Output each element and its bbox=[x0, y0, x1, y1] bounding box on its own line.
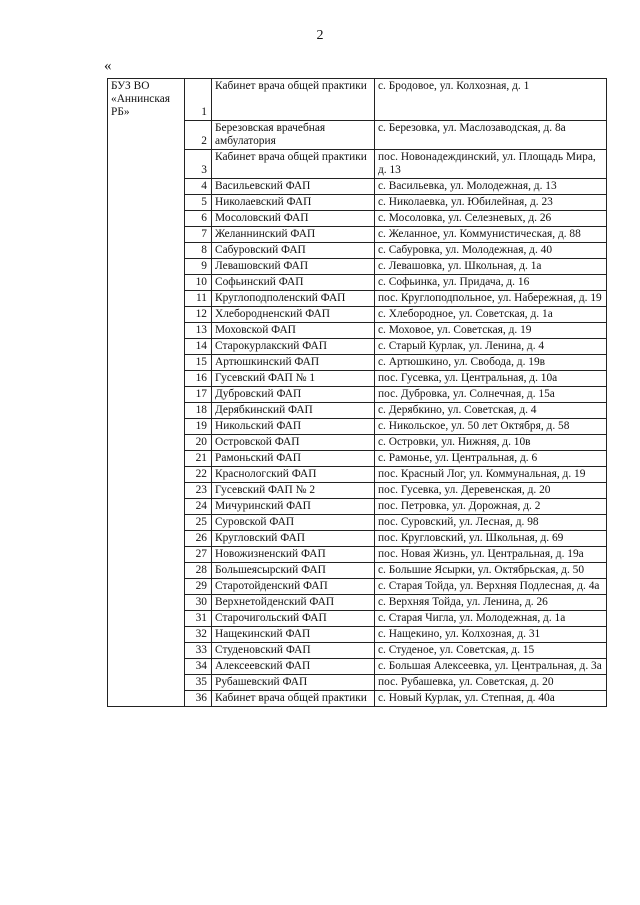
facility-address-cell: пос. Петровка, ул. Дорожная, д. 2 bbox=[375, 498, 607, 514]
row-number-cell: 13 bbox=[185, 322, 212, 338]
row-number-cell: 6 bbox=[185, 210, 212, 226]
facility-name-cell: Краснологский ФАП bbox=[212, 466, 375, 482]
table-row bbox=[108, 626, 607, 642]
table-row bbox=[108, 418, 607, 434]
table-row bbox=[108, 642, 607, 658]
facility-name-cell: Нащекинский ФАП bbox=[212, 626, 375, 642]
facility-name-cell: Левашовский ФАП bbox=[212, 258, 375, 274]
organization-cell-empty bbox=[108, 514, 185, 530]
row-number-cell: 23 bbox=[185, 482, 212, 498]
facility-address-cell: пос. Новонадеждинский, ул. Площадь Мира, д. 13 bbox=[375, 149, 607, 178]
row-number-cell: 27 bbox=[185, 546, 212, 562]
facility-address-cell: с. Николаевка, ул. Юбилейная, д. 23 bbox=[375, 194, 607, 210]
facility-address-cell: с. Березовка, ул. Маслозаводская, д. 8а bbox=[375, 120, 607, 149]
facility-name-cell: Гусевский ФАП № 1 bbox=[212, 370, 375, 386]
facility-address-cell: с. Новый Курлак, ул. Степная, д. 40а bbox=[375, 690, 607, 706]
table-row bbox=[108, 210, 607, 226]
table-row bbox=[108, 338, 607, 354]
table-row bbox=[108, 562, 607, 578]
facility-address-cell: с. Хлебородное, ул. Советская, д. 1а bbox=[375, 306, 607, 322]
row-number-cell: 24 bbox=[185, 498, 212, 514]
facility-name-cell: Софьинский ФАП bbox=[212, 274, 375, 290]
row-number-cell: 34 bbox=[185, 658, 212, 674]
page-number: 2 bbox=[316, 28, 324, 43]
table-row bbox=[108, 482, 607, 498]
facility-address-cell: с. Артюшкино, ул. Свобода, д. 19в bbox=[375, 354, 607, 370]
table-row bbox=[108, 578, 607, 594]
row-number-cell: 33 bbox=[185, 642, 212, 658]
organization-cell-empty bbox=[108, 338, 185, 354]
table-row bbox=[108, 79, 607, 121]
facility-name-cell: Кабинет врача общей практики bbox=[212, 690, 375, 706]
facility-address-cell: пос. Гусевка, ул. Центральная, д. 10а bbox=[375, 370, 607, 386]
row-number-cell: 10 bbox=[185, 274, 212, 290]
facilities-table bbox=[107, 78, 607, 707]
organization-cell-empty bbox=[108, 418, 185, 434]
facility-name-cell: Кабинет врача общей практики bbox=[212, 79, 375, 121]
facility-name-cell: Хлебородненский ФАП bbox=[212, 306, 375, 322]
facility-address-cell: с. Нащекино, ул. Колхозная, д. 31 bbox=[375, 626, 607, 642]
table-row bbox=[108, 546, 607, 562]
table-row bbox=[108, 322, 607, 338]
table-row bbox=[108, 226, 607, 242]
row-number-cell: 3 bbox=[185, 149, 212, 178]
facility-address-cell: с. Старая Чигла, ул. Молодежная, д. 1а bbox=[375, 610, 607, 626]
row-number-cell: 36 bbox=[185, 690, 212, 706]
table-row bbox=[108, 594, 607, 610]
row-number-cell: 29 bbox=[185, 578, 212, 594]
facility-name-cell: Новожизненский ФАП bbox=[212, 546, 375, 562]
row-number-cell: 1 bbox=[185, 79, 212, 121]
row-number-cell: 18 bbox=[185, 402, 212, 418]
table-row bbox=[108, 466, 607, 482]
row-number-cell: 30 bbox=[185, 594, 212, 610]
organization-cell-empty bbox=[108, 120, 185, 149]
table-row bbox=[108, 178, 607, 194]
row-number-cell: 15 bbox=[185, 354, 212, 370]
table-row bbox=[108, 402, 607, 418]
facility-name-cell: Дубровский ФАП bbox=[212, 386, 375, 402]
facility-name-cell: Островской ФАП bbox=[212, 434, 375, 450]
organization-cell-empty bbox=[108, 226, 185, 242]
table-row bbox=[108, 674, 607, 690]
facility-name-cell: Верхнетойденский ФАП bbox=[212, 594, 375, 610]
facility-address-cell: с. Большая Алексеевка, ул. Центральная, д. 3а bbox=[375, 658, 607, 674]
facility-address-cell: пос. Новая Жизнь, ул. Центральная, д. 19а bbox=[375, 546, 607, 562]
organization-cell-empty bbox=[108, 370, 185, 386]
facility-address-cell: с. Мосоловка, ул. Селезневых, д. 26 bbox=[375, 210, 607, 226]
organization-cell-empty bbox=[108, 674, 185, 690]
facility-address-cell: с. Бродовое, ул. Колхозная, д. 1 bbox=[375, 79, 607, 121]
organization-cell-empty bbox=[108, 450, 185, 466]
facilities-table-body bbox=[108, 79, 607, 707]
table-row bbox=[108, 290, 607, 306]
organization-cell-empty bbox=[108, 626, 185, 642]
facility-address-cell: с. Большие Ясырки, ул. Октябрьская, д. 50 bbox=[375, 562, 607, 578]
row-number-cell: 21 bbox=[185, 450, 212, 466]
facility-address-cell: пос. Круглоподпольное, ул. Набережная, д. 19 bbox=[375, 290, 607, 306]
table-row bbox=[108, 434, 607, 450]
facility-name-cell: Старотойденский ФАП bbox=[212, 578, 375, 594]
organization-cell: БУЗ ВО «Аннинская РБ» bbox=[108, 79, 185, 121]
facility-name-cell: Рамоньский ФАП bbox=[212, 450, 375, 466]
table-row bbox=[108, 658, 607, 674]
organization-cell-empty bbox=[108, 434, 185, 450]
facility-address-cell: с. Левашовка, ул. Школьная, д. 1а bbox=[375, 258, 607, 274]
table-row bbox=[108, 149, 607, 178]
organization-cell-empty bbox=[108, 306, 185, 322]
table-row bbox=[108, 120, 607, 149]
table-row bbox=[108, 370, 607, 386]
organization-cell-empty bbox=[108, 642, 185, 658]
facility-name-cell: Гусевский ФАП № 2 bbox=[212, 482, 375, 498]
facility-name-cell: Васильевский ФАП bbox=[212, 178, 375, 194]
organization-cell-empty bbox=[108, 178, 185, 194]
facility-name-cell: Николаевский ФАП bbox=[212, 194, 375, 210]
organization-cell-empty bbox=[108, 546, 185, 562]
organization-cell-empty bbox=[108, 386, 185, 402]
facility-address-cell: с. Сабуровка, ул. Молодежная, д. 40 bbox=[375, 242, 607, 258]
organization-cell-empty bbox=[108, 210, 185, 226]
table-row bbox=[108, 274, 607, 290]
organization-cell-empty bbox=[108, 242, 185, 258]
facility-address-cell: с. Желанное, ул. Коммунистическая, д. 88 bbox=[375, 226, 607, 242]
row-number-cell: 35 bbox=[185, 674, 212, 690]
row-number-cell: 4 bbox=[185, 178, 212, 194]
organization-cell-empty bbox=[108, 690, 185, 706]
row-number-cell: 11 bbox=[185, 290, 212, 306]
table-row bbox=[108, 386, 607, 402]
facility-address-cell: с. Моховое, ул. Советская, д. 19 bbox=[375, 322, 607, 338]
facility-address-cell: с. Дерябкино, ул. Советская, д. 4 bbox=[375, 402, 607, 418]
facility-name-cell: Алексеевский ФАП bbox=[212, 658, 375, 674]
facility-address-cell: пос. Рубашевка, ул. Советская, д. 20 bbox=[375, 674, 607, 690]
facility-address-cell: пос. Кругловский, ул. Школьная, д. 69 bbox=[375, 530, 607, 546]
organization-cell-empty bbox=[108, 482, 185, 498]
table-row bbox=[108, 450, 607, 466]
facility-address-cell: с. Софьинка, ул. Придача, д. 16 bbox=[375, 274, 607, 290]
facility-name-cell: Артюшкинский ФАП bbox=[212, 354, 375, 370]
facility-name-cell: Суровской ФАП bbox=[212, 514, 375, 530]
row-number-cell: 26 bbox=[185, 530, 212, 546]
table-row bbox=[108, 242, 607, 258]
facility-address-cell: пос. Гусевка, ул. Деревенская, д. 20 bbox=[375, 482, 607, 498]
row-number-cell: 20 bbox=[185, 434, 212, 450]
row-number-cell: 14 bbox=[185, 338, 212, 354]
organization-cell-empty bbox=[108, 274, 185, 290]
organization-cell-empty bbox=[108, 322, 185, 338]
facility-name-cell: Большеясырский ФАП bbox=[212, 562, 375, 578]
row-number-cell: 7 bbox=[185, 226, 212, 242]
organization-cell-empty bbox=[108, 466, 185, 482]
row-number-cell: 16 bbox=[185, 370, 212, 386]
row-number-cell: 22 bbox=[185, 466, 212, 482]
organization-cell-empty bbox=[108, 290, 185, 306]
table-row bbox=[108, 690, 607, 706]
row-number-cell: 5 bbox=[185, 194, 212, 210]
facility-address-cell: с. Старый Курлак, ул. Ленина, д. 4 bbox=[375, 338, 607, 354]
facility-address-cell: с. Верхняя Тойда, ул. Ленина, д. 26 bbox=[375, 594, 607, 610]
table-row bbox=[108, 530, 607, 546]
row-number-cell: 25 bbox=[185, 514, 212, 530]
organization-cell-empty bbox=[108, 498, 185, 514]
row-number-cell: 19 bbox=[185, 418, 212, 434]
row-number-cell: 28 bbox=[185, 562, 212, 578]
table-row bbox=[108, 258, 607, 274]
organization-cell-empty bbox=[108, 594, 185, 610]
table-row bbox=[108, 610, 607, 626]
facility-name-cell: Желаннинский ФАП bbox=[212, 226, 375, 242]
table-row bbox=[108, 514, 607, 530]
organization-cell-empty bbox=[108, 402, 185, 418]
organization-cell-empty bbox=[108, 194, 185, 210]
facility-address-cell: пос. Дубровка, ул. Солнечная, д. 15а bbox=[375, 386, 607, 402]
table-row bbox=[108, 498, 607, 514]
facility-address-cell: пос. Красный Лог, ул. Коммунальная, д. 19 bbox=[375, 466, 607, 482]
facility-name-cell: Моховской ФАП bbox=[212, 322, 375, 338]
facility-name-cell: Сабуровский ФАП bbox=[212, 242, 375, 258]
facility-address-cell: пос. Суровский, ул. Лесная, д. 98 bbox=[375, 514, 607, 530]
organization-cell-empty bbox=[108, 578, 185, 594]
facility-name-cell: Рубашевский ФАП bbox=[212, 674, 375, 690]
organization-cell-empty bbox=[108, 530, 185, 546]
facility-address-cell: с. Рамонье, ул. Центральная, д. 6 bbox=[375, 450, 607, 466]
row-number-cell: 8 bbox=[185, 242, 212, 258]
row-number-cell: 2 bbox=[185, 120, 212, 149]
facility-name-cell: Старокурлакский ФАП bbox=[212, 338, 375, 354]
facility-name-cell: Кабинет врача общей практики bbox=[212, 149, 375, 178]
facility-name-cell: Круглоподполенский ФАП bbox=[212, 290, 375, 306]
facility-address-cell: с. Никольское, ул. 50 лет Октября, д. 58 bbox=[375, 418, 607, 434]
organization-cell-empty bbox=[108, 610, 185, 626]
table-row bbox=[108, 194, 607, 210]
row-number-cell: 17 bbox=[185, 386, 212, 402]
facility-address-cell: с. Васильевка, ул. Молодежная, д. 13 bbox=[375, 178, 607, 194]
facility-name-cell: Дерябкинский ФАП bbox=[212, 402, 375, 418]
facility-name-cell: Березовская врачебная амбулатория bbox=[212, 120, 375, 149]
facility-address-cell: с. Островки, ул. Нижняя, д. 10в bbox=[375, 434, 607, 450]
facility-address-cell: с. Студеное, ул. Советская, д. 15 bbox=[375, 642, 607, 658]
row-number-cell: 9 bbox=[185, 258, 212, 274]
organization-cell-empty bbox=[108, 562, 185, 578]
facility-name-cell: Кругловский ФАП bbox=[212, 530, 375, 546]
table-row bbox=[108, 354, 607, 370]
opening-quote-mark: « bbox=[104, 58, 112, 74]
facility-name-cell: Никольский ФАП bbox=[212, 418, 375, 434]
row-number-cell: 31 bbox=[185, 610, 212, 626]
organization-cell-empty bbox=[108, 149, 185, 178]
facility-name-cell: Студеновский ФАП bbox=[212, 642, 375, 658]
row-number-cell: 12 bbox=[185, 306, 212, 322]
facility-name-cell: Мичуринский ФАП bbox=[212, 498, 375, 514]
table-row bbox=[108, 306, 607, 322]
organization-cell-empty bbox=[108, 258, 185, 274]
organization-cell-empty bbox=[108, 354, 185, 370]
facility-name-cell: Мосоловский ФАП bbox=[212, 210, 375, 226]
facility-address-cell: с. Старая Тойда, ул. Верхняя Подлесная, д. 4а bbox=[375, 578, 607, 594]
row-number-cell: 32 bbox=[185, 626, 212, 642]
facility-name-cell: Старочигольский ФАП bbox=[212, 610, 375, 626]
organization-cell-empty bbox=[108, 658, 185, 674]
